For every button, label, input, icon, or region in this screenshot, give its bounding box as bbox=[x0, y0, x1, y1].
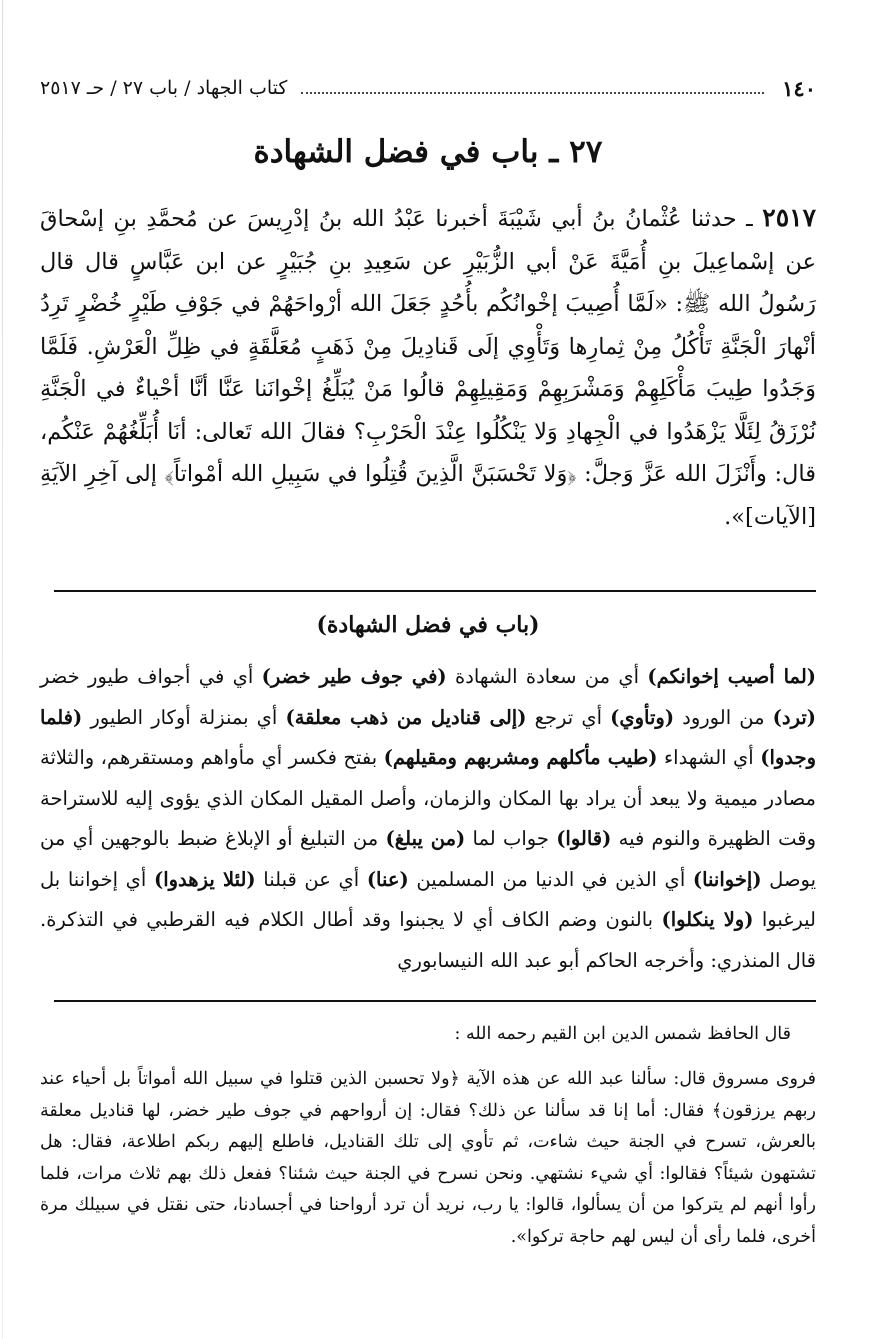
commentary-gloss: بالنون وضم الكاف أي لا يجبنوا وقد أطال الكلام فيه القرطبي في التذكرة. قال المنذري: وأخرجه الحاكم أبو عبد الله النيسابوري bbox=[40, 908, 816, 972]
commentary-lemma: (إلى قناديل من ذهب معلقة) bbox=[285, 705, 527, 729]
commentary-title: (باب في فضل الشهادة) bbox=[316, 612, 540, 638]
commentary-gloss: من الورود bbox=[674, 705, 773, 729]
running-header bbox=[40, 70, 816, 106]
commentary-gloss: أي الذين في الدنيا من المسلمين bbox=[408, 867, 693, 891]
commentary-gloss: أي في أجواف طيور خضر bbox=[40, 665, 262, 688]
scan-margin-line bbox=[2, 0, 3, 1339]
commentary-lemma: (إخواننا) bbox=[692, 867, 762, 891]
commentary-gloss: جواب لما bbox=[465, 827, 557, 850]
commentary-lemma: (عنا) bbox=[366, 867, 409, 891]
commentary-lemma: (وتأوي) bbox=[610, 705, 675, 729]
ibn-qayyim-text: فروى مسروق قال: سألنا عبد الله عن هذه الآية ﴿ولا تحسبن الذين قتلوا في سبيل الله أمواتاً بل أحياء عند ربهم يرزقون﴾ فقال: أما إنا قد سألنا عن ذلك؟ فقال: إن أرواحهم في جوف طير خضر، لها قناديل معلقة بالعرش، تسرح في الجنة حيث شاءت، ثم تأوي إلى تلك القناديل، فاطلع إليهم ربكم اطلاعة، فقال: هل تشتهون شيئاً؟ فقالوا: أي شيء نشتهي. ونحن نسرح في الجنة حيث شئنا؟ ففعل ذلك بهم ثلاث مرات، فلما رأوا أنهم لم يتركوا من أن يسألوا، قالوا: يا رب، نريد أن ترد أرواحنا في أجسادنا، حتى نقتل في سبيلك مرة أخرى، فلما رأى أن ليس لهم حاجة تركوا». bbox=[40, 1069, 816, 1247]
commentary-gloss: من التبليغ أو الإبلاغ ضبط بالوجهين أي من يوصل bbox=[40, 827, 816, 891]
commentary-lemma: (ترد) bbox=[772, 705, 816, 729]
commentary-text-block bbox=[40, 657, 816, 981]
hadith-text-block bbox=[40, 197, 816, 538]
header-dotted-leader bbox=[301, 92, 764, 94]
commentary-gloss: أي عن قبلنا bbox=[255, 867, 367, 891]
chapter-title: ٢٧ ـ باب في فضل الشهادة bbox=[253, 134, 603, 170]
commentary-lemma: (في جوف طير خضر) bbox=[261, 665, 447, 688]
book-page bbox=[40, 0, 816, 1339]
section-divider bbox=[54, 590, 816, 592]
commentary-lemma: (طيب مأكلهم ومشربهم ومقيلهم) bbox=[383, 746, 658, 769]
commentary-lemma: (لما أصيب إخوانكم) bbox=[647, 665, 816, 688]
commentary-lemma: (من يبلغ) bbox=[385, 827, 466, 850]
commentary-gloss: أي ترجع bbox=[526, 705, 611, 729]
commentary-lemma: (ولا ينكلوا) bbox=[661, 908, 754, 931]
hadith-text: ـ حدثنا عُثْمانُ بنُ أبي شَيْبَةَ أخبرنا عَبْدُ الله بنُ إدْرِيسَ عن مُحمَّدِ بنِ إسْحاقَ عن إسْماعِيلَ بنِ أُمَيَّةَ عَنْ أبي الزُّبَيْرِ عن سَعِيدِ بنِ جُبَيْرٍ عن ابن عَبَّاسٍ قال قال رَسُولُ الله ﷺ: «لَمَّا أُصِيبَ إخْوانُكُم بأُحُدٍ جَعَلَ الله أرْواحَهُمْ في جَوْفِ طَيْرٍ خُضْرٍ تَرِدُ أنْهارَ الْجَنَّةِ تَأْكُلُ مِنْ ثِمارِها وَتَأْوِي إلَى قَنادِيلَ مِنْ ذَهَبٍ مُعَلَّقَةٍ في ظِلِّ الْعَرْشِ. فَلَمَّا وَجَدُوا طِيبَ مَأْكَلِهِمْ وَمَشْرَبِهِمْ وَمَقِيلِهِمْ قالُوا مَنْ يُبَلِّغُ إخْوانَنا عَنَّا أنَّا أحْياءٌ في الْجَنَّةِ نُرْزَقُ لِئَلَّا يَزْهَدُوا في الْجِهادِ وَلا يَنْكُلُوا عِنْدَ الْحَرْبِ؟ فقالَ الله تَعالى: أنَا أُبَلِّغُهُمْ عَنْكُم، قال: وأَنْزَلَ الله عَزَّ وَجلَّ: ﴿وَلا تَحْسَبَنَّ الَّذِينَ قُتِلُوا في سَبِيلِ الله أمْواتاً﴾ إلى آخِرِ الآيَةِ [الآيات]». bbox=[40, 206, 816, 530]
commentary-gloss: أي الشهداء bbox=[657, 746, 761, 769]
commentary-gloss: بفتح فكسر أي مأواهم ومستقرهم، والثلاثة مصادر ميمية ولا يبعد أن يراد بها المكان والزمان، وأصل المقيل المكان الذي يؤوى إليه للاستراحة وقت الظهيرة والنوم فيه bbox=[40, 746, 817, 850]
hadith-number: ٢٥١٧ bbox=[762, 203, 816, 232]
ibn-qayyim-heading: قال الحافظ شمس الدين ابن القيم رحمه الله : bbox=[454, 1024, 791, 1044]
commentary-gloss: أي بمنزلة أوكار الطيور bbox=[82, 705, 286, 729]
footnote-divider bbox=[54, 1000, 816, 1002]
commentary-lemma: (لئلا يزهدوا) bbox=[153, 867, 256, 891]
commentary-gloss: أي من سعادة الشهادة bbox=[446, 665, 648, 688]
commentary-lemma: (فلما وجدوا) bbox=[40, 705, 817, 769]
running-title: كتاب الجهاد / باب ٢٧ / حـ ٢٥١٧ bbox=[40, 77, 288, 99]
commentary-lemma: (قالوا) bbox=[556, 827, 612, 850]
page-number: ١٤٠ bbox=[782, 75, 816, 101]
commentary-gloss: أي إخواننا بل ليرغبوا bbox=[40, 867, 817, 931]
